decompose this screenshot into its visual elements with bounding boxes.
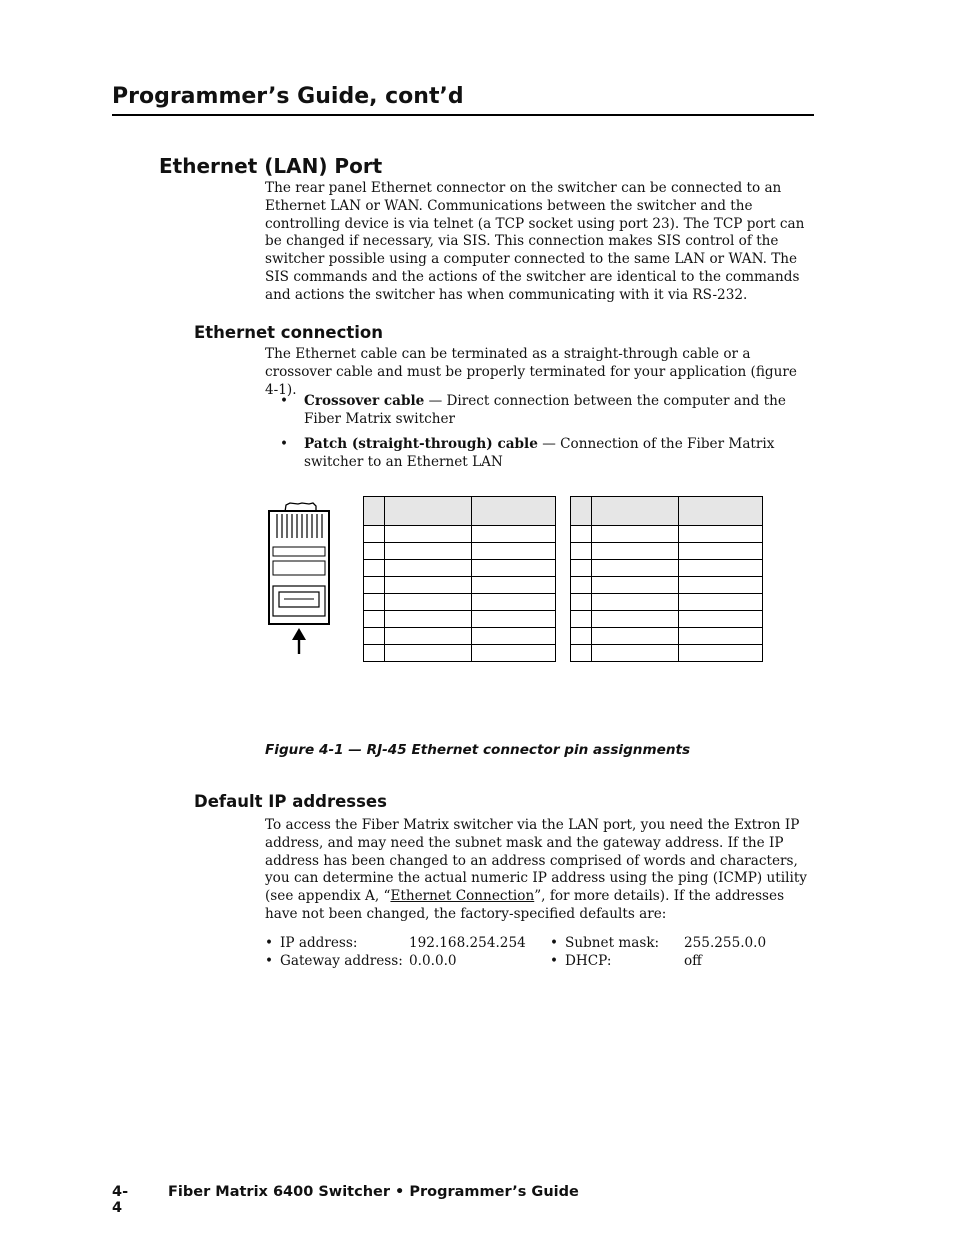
table-row: [571, 560, 763, 577]
table-row: [571, 543, 763, 560]
gateway-address-item: [265, 952, 525, 970]
gateway-address-value: 0.0.0.0: [409, 953, 457, 969]
bullet-term: Patch (straight-through) cable: [304, 436, 538, 452]
default-ip-text-after: ”, for more details). If the addresses have not been changed, the factory-specified defaults are:: [265, 888, 785, 922]
table-row: [364, 577, 556, 594]
rj45-figure: [262, 494, 772, 674]
footer-title: Fiber Matrix 6400 Switcher • Programmer’s Guide: [168, 1184, 579, 1200]
intro-paragraph: The rear panel Ethernet connector on the switcher can be connected to an Ethernet LAN or WAN. Communications between the switcher and the controlling device is via telnet (a TCP socket using port 23). The TCP port can be changed if necessary, via SIS. This connection makes SIS control of the switcher possible using a computer connected to the same LAN or WAN. The SIS commands and the actions of the switcher are identical to the commands and actions the switcher has when communicating with it via RS-232.: [265, 180, 805, 303]
table-row: [571, 645, 763, 662]
table-row: [364, 611, 556, 628]
pin-table-a: [363, 496, 556, 662]
subnet-mask-value: 255.255.0.0: [684, 935, 767, 951]
table-row: [571, 611, 763, 628]
ethernet-connection-heading: Ethernet connection: [194, 323, 384, 342]
bullet-dot: •: [550, 935, 559, 951]
page-header-title: Programmer’s Guide, cont’d: [112, 84, 464, 109]
gateway-address-label: Gateway address:: [280, 953, 403, 969]
dhcp-value: off: [684, 953, 702, 969]
default-ip-heading: Default IP addresses: [194, 792, 387, 811]
table-row: [364, 526, 556, 543]
ip-address-label: IP address:: [280, 935, 358, 951]
table-row: [364, 628, 556, 645]
subnet-mask-item: [550, 934, 790, 952]
table-row: [364, 560, 556, 577]
ip-address-value: 192.168.254.254: [409, 935, 526, 951]
rj45-connector-illustration: [262, 500, 342, 660]
table-row: [571, 594, 763, 611]
bullet-text: [304, 393, 814, 429]
bullet-dot: •: [265, 953, 274, 969]
table-row: [571, 628, 763, 645]
bullet-dot: •: [280, 436, 289, 452]
bullet-dot: •: [265, 935, 274, 951]
default-ip-paragraph: [265, 817, 813, 924]
bullet-dot: •: [550, 953, 559, 969]
bullet-dot: •: [280, 393, 289, 409]
table-row: [364, 543, 556, 560]
table-header-row: [364, 497, 556, 526]
ip-address-item: [265, 934, 525, 952]
bullet-term: Crossover cable: [304, 393, 425, 409]
pin-table-b: [570, 496, 763, 662]
figure-caption: Figure 4-1 — RJ-45 Ethernet connector pin assignments: [265, 742, 691, 758]
bullet-text: [304, 436, 814, 472]
section-title: Ethernet (LAN) Port: [159, 154, 383, 178]
header-rule: [112, 114, 814, 116]
default-ip-text-before: To access the Fiber Matrix switcher via the LAN port, you need the Extron IP address, and may need the subnet mask and the gateway address. If the IP address has been changed to an address comprised of words and characters, you can determine the actual numeric IP address using the ping (ICMP) utility (see appendix A, “: [265, 817, 807, 905]
table-row: [364, 594, 556, 611]
page-number: 4-4: [112, 1184, 129, 1216]
table-row: [571, 526, 763, 543]
dhcp-item: [550, 952, 790, 970]
bullet-description: — Connection of the Fiber Matrix switcher to an Ethernet LAN: [304, 436, 775, 470]
dhcp-label: DHCP:: [565, 953, 612, 969]
ethernet-connection-paragraph: The Ethernet cable can be terminated as a straight-through cable or a crossover cable and must be properly terminated for your application (figure 4-1).: [265, 346, 797, 398]
ethernet-connection-link[interactable]: Ethernet Connection: [390, 888, 535, 905]
table-row: [364, 645, 556, 662]
table-row: [571, 577, 763, 594]
bullet-description: — Direct connection between the computer and the Fiber Matrix switcher: [304, 393, 786, 427]
subnet-mask-label: Subnet mask:: [565, 935, 660, 951]
table-header-row: [571, 497, 763, 526]
